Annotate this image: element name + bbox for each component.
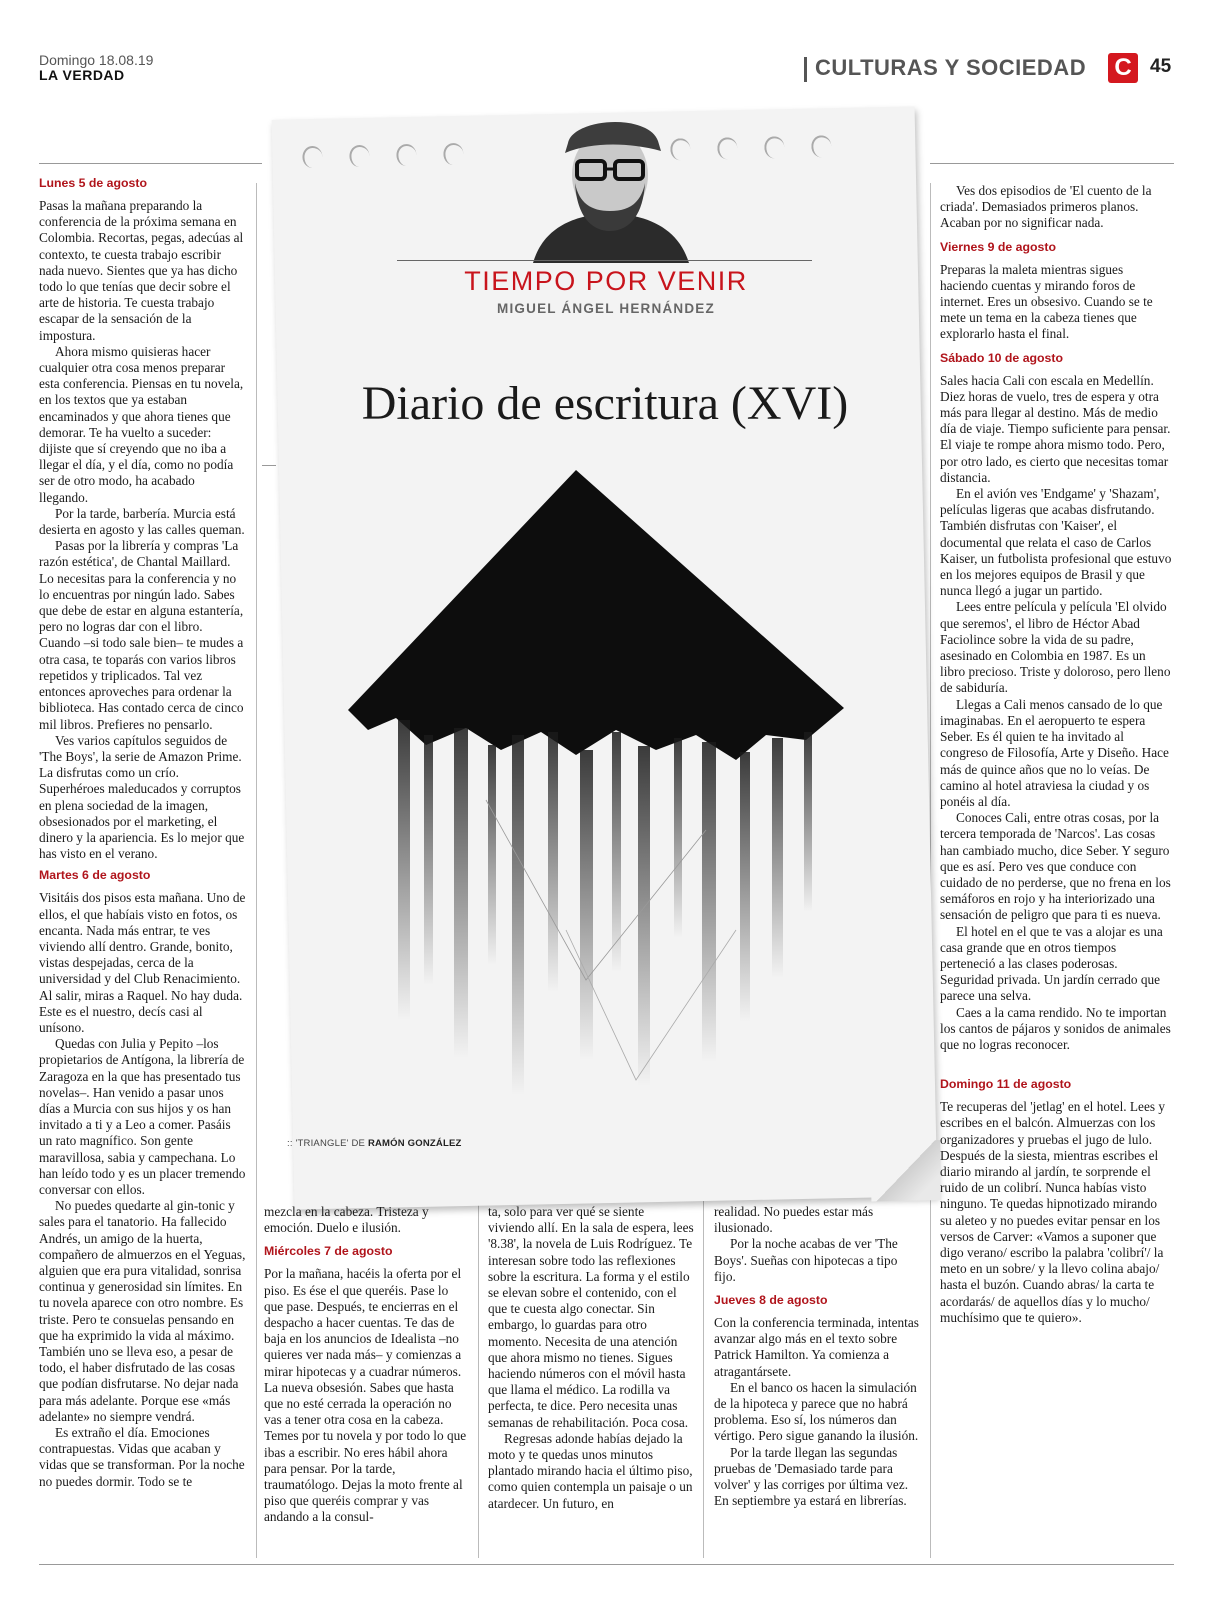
article-column-1 <box>39 172 246 1490</box>
page-bottom-rule <box>39 1564 1174 1565</box>
binding-ring-icon <box>302 146 322 168</box>
paragraph: Caes a la cama rendido. No te importan los cantos de pájaros y sonidos de animales que no logras reconocer. <box>940 1004 1171 1052</box>
paragraph: mezcla en la cabeza. Tristeza y emoción. Duelo e ilusión. <box>264 1204 429 1236</box>
column-rule <box>930 163 1174 164</box>
binding-ring-icon <box>811 135 831 157</box>
paragraph: En el avión ves 'Endgame' y 'Shazam', películas ligeras que acabas disfrutando. También disfrutas con 'Kaiser', el documental que relata el caso de Carlos Kaiser, un futbolista profesional que estuvo en los mejores equipos de Brasil y que nunca llegó a jugar un partido. <box>940 486 1172 599</box>
paragraph: Sales hacia Cali con escala en Medellín. Diez horas de vuelo, tres de espera y otra más para llegar al destino. Más de medio día de viaje. Tiempo suficiente para pensar. El viaje te rompe ahora mismo todo. Pero, por otro lado, es cierto que necesitas tomar distancia. <box>940 372 1171 485</box>
paragraph: Regresas adonde habías dejado la moto y te quedas unos minutos plantado mirando hacia el último piso, como quien contempla un paisaje o un atardecer. Un futuro, en <box>488 1430 693 1511</box>
column-title: TIEMPO POR VENIR <box>464 266 748 296</box>
paragraph: Con la conferencia terminada, intentas avanzar algo más en el texto sobre Patrick Hamilton. Ya comienza a atragantársete. <box>714 1315 919 1379</box>
binding-ring-icon <box>764 136 784 158</box>
triangle-artwork <box>336 460 876 1130</box>
paragraph: Es extraño el día. Emociones contrapuestas. Vidas que acaban y vidas que se transforman. Por la noche no puedes dormir. Todo se te <box>39 1425 245 1489</box>
page-curl <box>870 1140 941 1201</box>
section-title: CULTURAS Y SOCIEDAD <box>815 55 1087 80</box>
paragraph: Por la noche acabas de ver 'The Boys'. Sueñas con hipotecas a tipo fijo. <box>714 1236 898 1284</box>
column-separator <box>256 183 257 1558</box>
author-name: MIGUEL ÁNGEL HERNÁNDEZ <box>497 301 715 316</box>
page-number: 45 <box>1150 56 1172 77</box>
binding-ring-icon <box>349 145 369 167</box>
paragraph: Lees entre película y película 'El olvido que seremos', el libro de Héctor Abad Faciolince sobre la vida de su padre, asesinado en Colombia en 1987. Es un libro precioso. Triste y doloroso, pero lleno de sabiduría. <box>940 599 1171 696</box>
paragraph: ta, solo para ver qué se siente viviendo allí. En la sala de espera, lees '8.38', la novela de Luis Rodríguez. Te interesan sobre todo las reflexiones sobre la escritura. La forma y el estilo se elevan sobre el contenido, con el que te cuesta algo conectar. Sin embargo, lo guardas para otro momento. Necesita de una atención que ahora mismo no tienes. Sigues haciendo números con el móvil hasta que llama el médico. La rodilla va perfecta, te dice. Pero necesita unas semanas de rehabilitación. Poca cosa. <box>488 1204 694 1430</box>
paragraph: Por la tarde llegan las segundas pruebas de 'Demasiado tarde para volver' y las corriges por última vez. En septiembre ya estará en librerías. <box>714 1444 909 1509</box>
article-column-4 <box>714 1204 922 1509</box>
paragraph: Visitáis dos pisos esta mañana. Uno de ellos, el que habíais visto en fotos, os encanta. Nada más entrar, te ves viviendo allí dentro. Grande, bonito, vistas despejadas, cerca de la universidad y del Club Renacimiento. Al salir, miras a Raquel. No hay duda. Este es el nuestro, decís casi al unísono. <box>39 890 246 1035</box>
author-portrait <box>513 113 708 263</box>
article-column-5 <box>940 183 1172 1326</box>
diary-date-heading: Viernes 9 de agosto <box>940 239 1056 254</box>
caption-prefix: :: 'TRIANGLE' DE <box>287 1138 366 1149</box>
caption-artist: RAMÓN GONZÁLEZ <box>367 1138 462 1149</box>
column-separator <box>478 1175 479 1558</box>
binding-ring-icon <box>443 143 463 165</box>
article-column-3 <box>488 1204 694 1512</box>
article-column-2 <box>264 1204 470 1526</box>
column-rule <box>262 465 276 466</box>
section-divider <box>804 57 807 82</box>
paragraph: Por la mañana, hacéis la oferta por el piso. Es ése el que queréis. Pase lo que pase. Después, te encierras en el despacho a hacer cuentas. Te das de baja en los anuncios de Idealista –no quieres ver nada más– y comienzas a mirar hipotecas y a cuadrar números. La nueva obsesión. Sabes que hasta que no esté cerrada la operación no vas a tener otra cosa en la cabeza. Temes por tu novela y por todo lo que ibas a escribir. No eres hábil ahora para pensar. Por la tarde, traumatólogo. Dejas la moto frente al piso que queréis comprar y vas andando a la consul- <box>264 1266 467 1525</box>
binding-ring-icon <box>396 144 416 166</box>
paragraph: No puedes quedarte al gin-tonic y sales para el tanatorio. Ha fallecido Andrés, un amigo de la huerta, compañero de almuerzos en el Yeguas, alguien que era pura vitalidad, sonrisa continua y generosidad sin límites. En tu novela aparece con otro nombre. Es triste. Pero te consuelas pensando en que ha exprimido la vida al máximo. También uno se lleva eso, a pesar de todo, el haber disfrutado de las cosas que podían disfrutarse. No dejar nada para más adelante. Porque ese «más adelante» no siempre vendrá. <box>39 1198 246 1424</box>
diary-date-heading: Jueves 8 de agosto <box>714 1293 828 1308</box>
paragraph: realidad. No puedes estar más ilusionado. <box>714 1204 874 1236</box>
diary-date-heading: Lunes 5 de agosto <box>39 176 147 190</box>
newspaper-name: LA VERDAD <box>39 67 125 83</box>
paragraph: Conoces Cali, entre otras cosas, por la tercera temporada de 'Narcos'. Las cosas han cambiado mucho, dice Seber. Y seguro que es así. Pero ves que conduce con cuidado de no perderse, que no frena en los semáforos en rojo y ha interiorizado una sensación de peligro que para ti es nueva. <box>940 810 1171 923</box>
image-caption <box>287 1138 462 1149</box>
column-separator <box>703 1175 704 1558</box>
diary-date-heading: Sábado 10 de agosto <box>940 350 1063 365</box>
paragraph: En el banco os hacen la simulación de la hipoteca y parece que no habrá problema. Eso sí, los números dan vértigo. Pero sigue ganando la ilusión. <box>714 1379 919 1444</box>
paragraph: Por la tarde, barbería. Murcia está desierta en agosto y las calles queman. <box>39 505 245 538</box>
paragraph: Te recuperas del 'jetlag' en el hotel. Lees y escribes en el balcón. Almuerzas con los organizadores y pruebas el jugo de lulo. Después de la siesta, mientras escribes el diario mirando al jardín, te sorprende el ruido de un colibrí. Nunca habías visto ninguno. Te quedas hipnotizado mirando su aleteo y no puedes evitar pensar en los versos de Carver: «Vamos a suponer que digo verano/ escribo la palabra 'colibrí'/ la meto en un sobre/ y la llevo colina abajo/ hasta el buzón. Cuando abras/ la carta te acordarás/ de aquellos días y lo mucho/ muchísimo que te quiero». <box>940 1099 1166 1325</box>
paragraph: Llegas a Cali menos cansado de lo que imaginabas. En el aeropuerto te espera Seber. Es él quien te ha invitado al congreso de Filosofía, Arte y Diseño. Hace más de quince años que no lo veías. De camino al hotel atraviesa la ciudad y os ponéis al día. <box>940 696 1169 809</box>
paragraph: Quedas con Julia y Pepito –los propietarios de Antígona, la librería de Zaragoza en la que has presentado tus novelas–. Han venido a pasar unos días a Murcia con sus hijos y os han invitado a ti y a Leo a comer. Pasáis un rato magnífico. Son gente maravillosa, sabia y campechana. Lo han leído todo y es un placer tremendo conversar con ellos. <box>39 1036 246 1197</box>
binding-ring-icon <box>717 137 737 159</box>
paragraph: Ves dos episodios de 'El cuento de la criada'. Demasiados primeros planos. Acaban por no significar nada. <box>940 183 1152 231</box>
paragraph: Ves varios capítulos seguidos de 'The Boys', la serie de Amazon Prime. La disfrutas como un crío. Superhéroes maleducados y corruptos en plena sociedad de la imagen, obsesionados por el marketing, el dinero y la apariencia. Es lo mejor que has visto en el verano. <box>39 732 245 862</box>
article-headline: Diario de escritura (XVI) <box>361 377 849 430</box>
paragraph: Preparas la maleta mientras sigues haciendo cuentas y mirando foros de internet. Eres un obsesivo. Cuando se te mete un tema en la cabeza tienes que explorarlo hasta el final. <box>940 261 1153 342</box>
diary-date-heading: Martes 6 de agosto <box>39 868 151 883</box>
paragraph: Pasas la mañana preparando la conferencia de la próxima semana en Colombia. Recortas, pegas, adecúas al contexto, te cuesta trabajo escribir nada nuevo. Sientes que ya has dicho todo lo que tenías que decir sobre el arte de historia. Te cuesta trabajo escapar de la sensación de la impostura. <box>39 198 244 343</box>
diary-date-heading: Miércoles 7 de agosto <box>264 1244 393 1259</box>
paragraph: El hotel en el que te vas a alojar es una casa grande que en otros tiempos perteneció a las clases poderosas. Seguridad privada. Un jardín cerrado que parece una selva. <box>940 923 1163 1004</box>
title-divider <box>397 260 812 261</box>
column-rule <box>39 163 262 164</box>
paragraph: Ahora mismo quisieras hacer cualquier otra cosa menos preparar esta conferencia. Piensas en tu novela, en los textos que ya estaban encaminados y que ahora tienes que demorar. Te ha vuelto a suceder: dijiste que sí creyendo que no iba a llegar el día, y el día, como no podía ser de otro modo, ha acabado llegando. <box>39 343 244 505</box>
issue-date: Domingo 18.08.19 <box>39 52 154 68</box>
paragraph: Pasas por la librería y compras 'La razón estética', de Chantal Maillard. Lo necesitas para la conferencia y no lo encuentras por ningún lado. Sabes que debe de estar en alguna estantería, pero no logras dar con el libro. Cuando –si todo sale bien– te mudes a otra casa, te toparás con varios libros repetidos y triplicados. Tal vez entonces aproveches para ordenar la biblioteca. Has contado cerca de cinco mil libros. Prefieres no pensarlo. <box>39 538 244 732</box>
section-logo-icon: C <box>1108 53 1138 83</box>
diary-date-heading: Domingo 11 de agosto <box>940 1077 1072 1092</box>
